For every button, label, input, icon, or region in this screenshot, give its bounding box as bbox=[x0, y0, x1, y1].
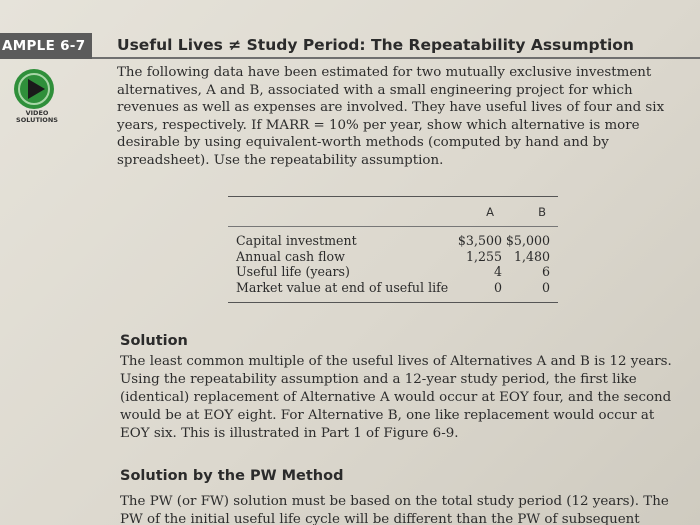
row-label: Market value at end of useful life bbox=[236, 279, 449, 295]
row-value-b: 6 bbox=[541, 264, 550, 280]
example-number-tab: AMPLE 6-7 bbox=[0, 33, 92, 59]
table-header-b: B bbox=[538, 204, 546, 219]
table-row bbox=[228, 280, 558, 296]
table-row bbox=[228, 233, 558, 249]
row-value-a: 0 bbox=[493, 279, 502, 295]
pw-method-heading: Solution by the PW Method bbox=[120, 468, 344, 484]
video-label-line2: SOLUTIONS bbox=[16, 116, 58, 124]
solution-heading: Solution bbox=[120, 333, 188, 349]
row-label: Annual cash flow bbox=[236, 248, 345, 264]
row-value-a: 1,255 bbox=[465, 248, 502, 264]
video-play-icon[interactable] bbox=[13, 68, 55, 110]
row-value-a: 4 bbox=[493, 264, 502, 280]
row-value-b: $5,000 bbox=[505, 233, 550, 249]
table-row bbox=[228, 249, 558, 265]
alternatives-data-table bbox=[228, 196, 558, 303]
row-value-a: $3,500 bbox=[457, 233, 502, 249]
table-row bbox=[228, 264, 558, 280]
row-label: Useful life (years) bbox=[236, 264, 350, 280]
solution-paragraph: The least common multiple of the useful lives of Alternatives A and B is 12 years. Using the repeatability assumption and a 12-year study period, the first like (identical) replacement of Alternative A would occur at EOY four, and the second would be at EOY eight. For Alternative B, one like replacement would occur at EOY six. This is illustrated in Part 1 of Figure 6-9. bbox=[120, 354, 672, 441]
video-solutions-label bbox=[14, 110, 60, 124]
row-value-b: 1,480 bbox=[513, 248, 550, 264]
example-header-bar bbox=[0, 33, 700, 59]
pw-method-paragraph: The PW (or FW) solution must be based on the total study period (12 years). The PW of the initial useful life cycle will be different than the PW of subsequent bbox=[120, 494, 669, 525]
row-value-b: 0 bbox=[541, 279, 550, 295]
table-header-a: A bbox=[486, 204, 494, 219]
table-header-row bbox=[228, 197, 558, 227]
row-label: Capital investment bbox=[236, 233, 357, 249]
video-label-line1: VIDEO bbox=[25, 109, 49, 117]
problem-statement: The following data have been estimated for two mutually exclusive investment alternatives, A and B, associated with a small engineering project for which revenues as well as expenses are involved. They have useful lives of four and six years, respectively. If MARR = 10% per year, show which alternative is more desirable by using equivalent-worth methods (computed by hand and by spreadsheet). Use the repeatability assumption. bbox=[117, 65, 665, 168]
example-title: Useful Lives ≠ Study Period: The Repeatability Assumption bbox=[117, 36, 634, 54]
